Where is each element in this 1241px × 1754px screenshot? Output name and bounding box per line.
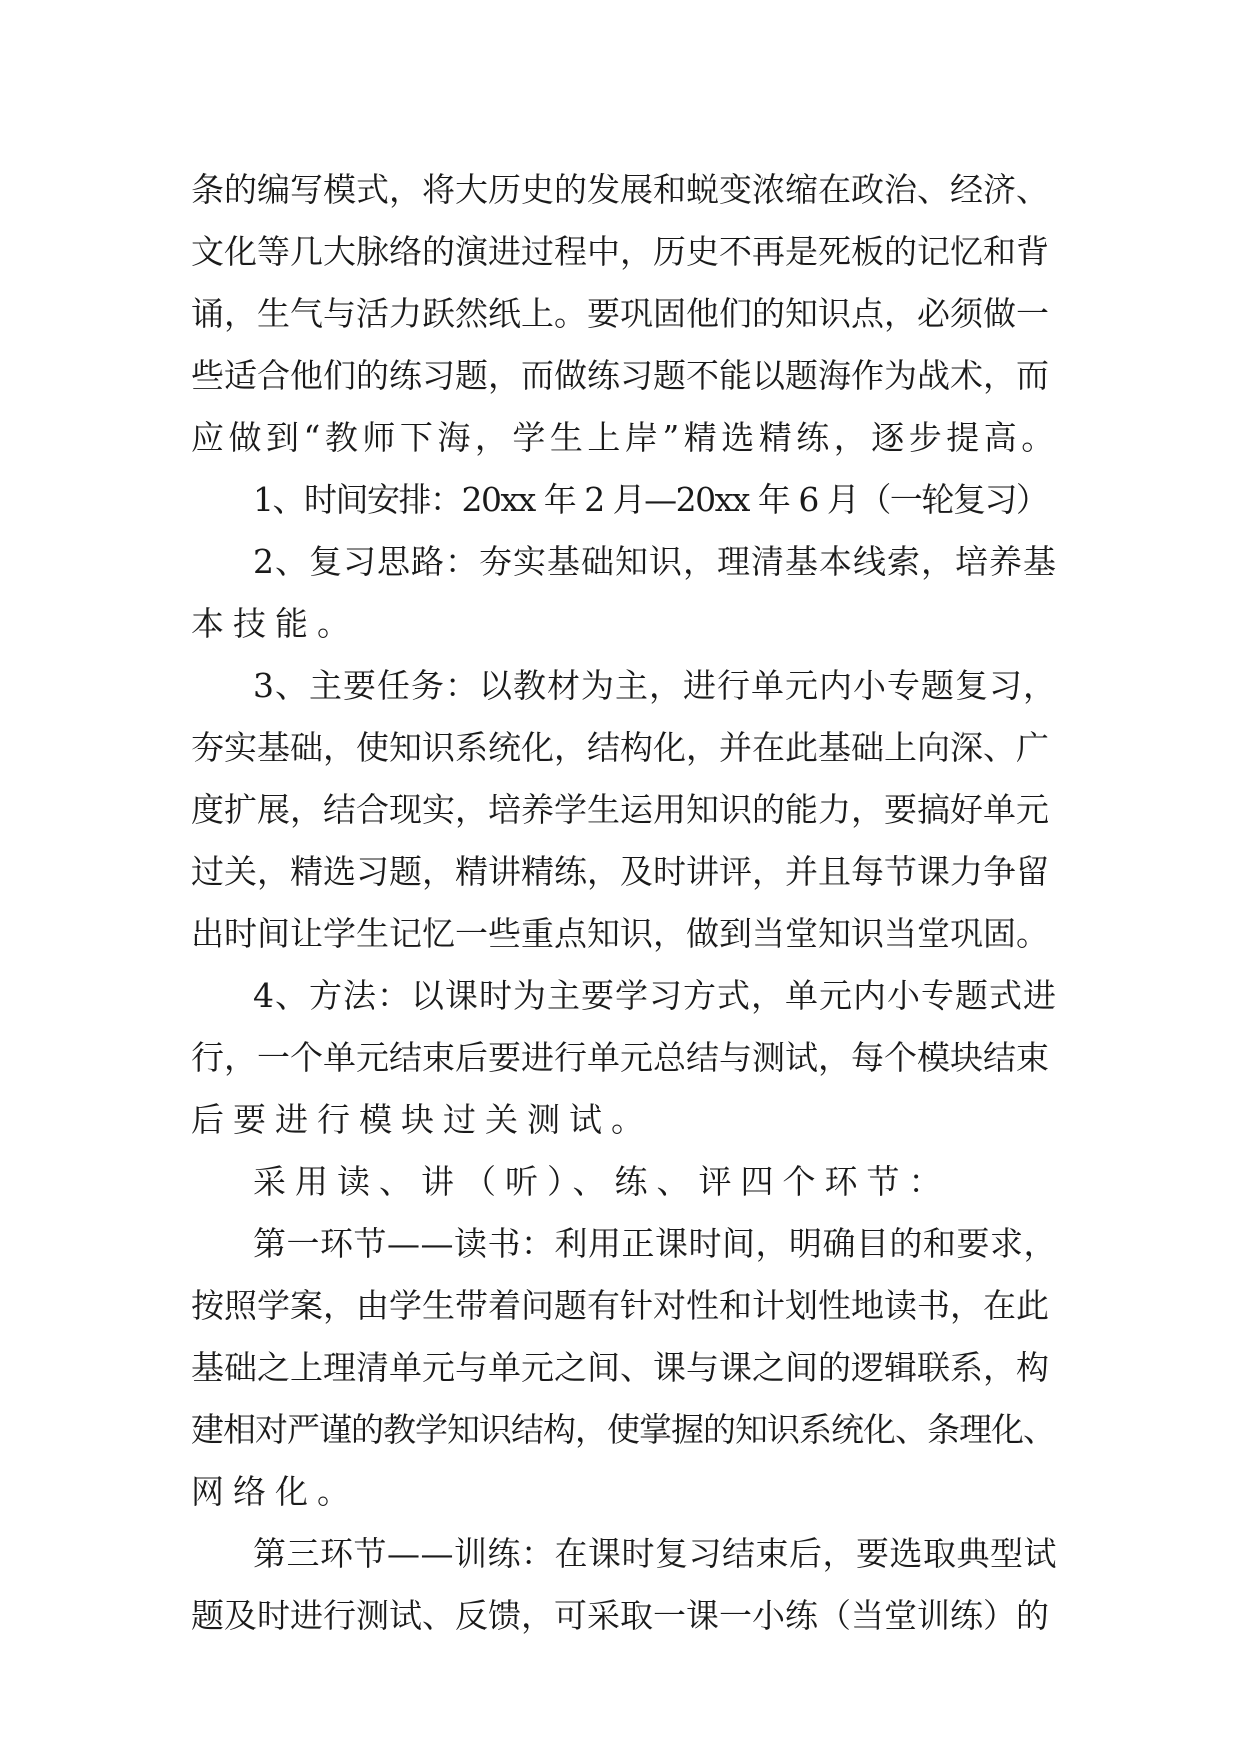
text-line: 题及时进行测试、反馈，可采取一课一小练（当堂训练）的 [191,1596,1049,1635]
text-line: 诵，生气与活力跃然纸上。要巩固他们的知识点，必须做一 [191,294,1049,333]
text-line: 出时间让学生记忆一些重点知识，做到当堂知识当堂巩固。 [191,914,1049,953]
text-line: 3、主要任务：以教材为主，进行单元内小专题复习， [253,666,1057,705]
text-line: 本技能。 [191,604,359,643]
text-line: 些适合他们的练习题，而做练习题不能以题海作为战术，而 [191,356,1049,395]
text-line: 网络化。 [191,1472,359,1511]
text-line: 行，一个单元结束后要进行单元总结与测试，每个模块结束 [191,1038,1049,1077]
text-line: 文化等几大脉络的演进过程中，历史不再是死板的记忆和背 [191,232,1049,271]
text-line: 2、复习思路：夯实基础知识，理清基本线索，培养基 [253,542,1057,581]
text-line: 第一环节——读书：利用正课时间，明确目的和要求， [253,1224,1057,1263]
text-line: 基础之上理清单元与单元之间、课与课之间的逻辑联系，构 [191,1348,1049,1387]
text-line: 按照学案，由学生带着问题有针对性和计划性地读书，在此 [191,1286,1049,1325]
text-line: 过关，精选习题，精讲精练，及时讲评，并且每节课力争留 [191,852,1049,891]
text-line: 后要进行模块过关测试。 [191,1100,653,1139]
text-line: 条的编写模式，将大历史的发展和蜕变浓缩在政治、经济、 [191,170,1049,209]
text-line: 度扩展，结合现实，培养学生运用知识的能力，要搞好单元 [191,790,1049,829]
text-line: 第三环节——训练：在课时复习结束后，要选取典型试 [253,1534,1057,1573]
text-line: 夯实基础，使知识系统化，结构化，并在此基础上向深、广 [191,728,1049,767]
text-line: 建相对严谨的教学知识结构，使掌握的知识系统化、条理化、 [191,1410,1055,1449]
text-line: 1、时间安排：20xx 年 2 月—20xx 年 6 月（一轮复习） [253,480,1048,519]
text-line: 应做到“教师下海，学生上岸”精选精练，逐步提高。 [191,418,1059,457]
text-line: 采用读、讲（听）、练、评四个环节： [253,1162,951,1201]
text-line: 4、方法：以课时为主要学习方式，单元内小专题式进 [253,976,1057,1015]
